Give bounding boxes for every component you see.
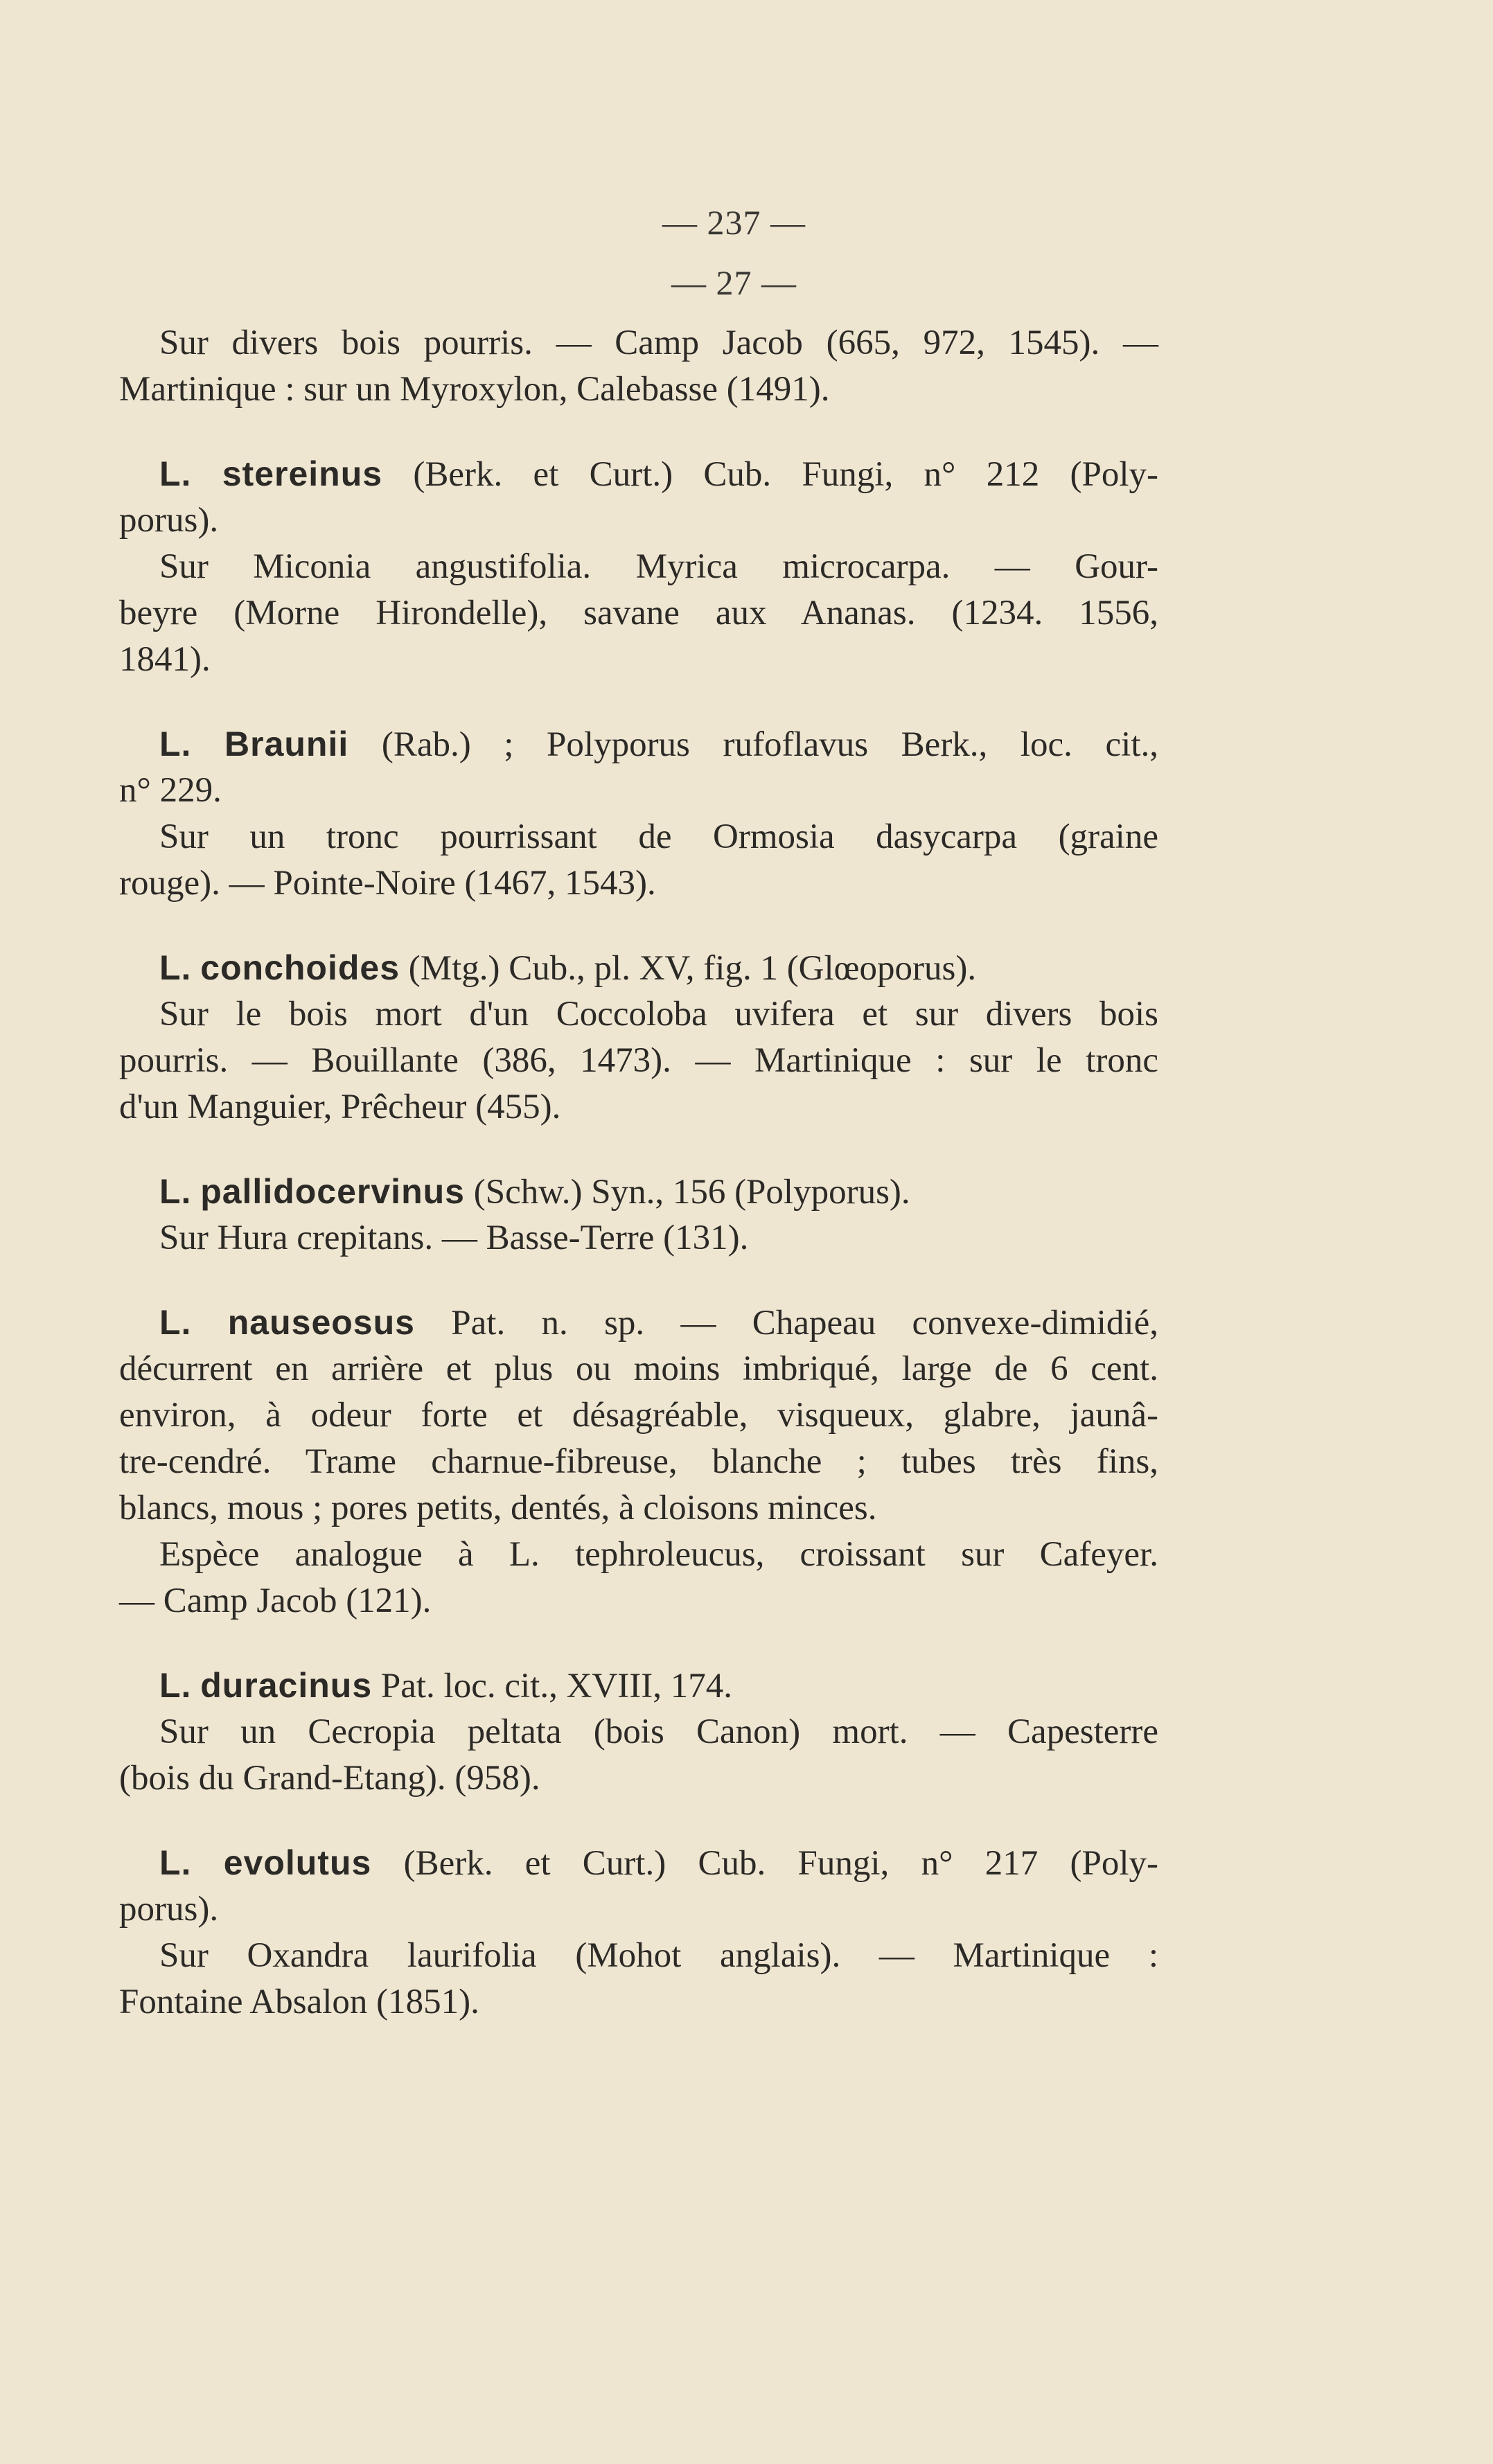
body-text bbox=[119, 320, 1158, 2026]
text-line: (Mtg.) Cub., pl. XV, fig. 1 (Glœoporus). bbox=[408, 949, 977, 988]
text-line: décurrent en arrière et plus ou moins imbriqué, large de 6 cent. bbox=[119, 1349, 1158, 1388]
text-line: environ, à odeur forte et désagréable, visqueux, glabre, jaunâ- bbox=[119, 1396, 1158, 1435]
species-entry-braunii bbox=[119, 721, 1158, 907]
page-number-secondary: — 27 — bbox=[671, 263, 797, 302]
text-line: porus). bbox=[119, 1890, 219, 1929]
text-line: Pat. loc. cit., XVIII, 174. bbox=[380, 1667, 732, 1705]
text-line: Pat. n. sp. — Chapeau convexe-dimidié, bbox=[451, 1304, 1158, 1342]
species-name: conchoides bbox=[200, 948, 400, 987]
species-entry-pallidocervinus bbox=[119, 1169, 1158, 1261]
text-line: Fontaine Absalon (1851). bbox=[119, 1983, 479, 2021]
text-line: tre-cendré. Trame charnue-fibreuse, blanche ; tubes très fins, bbox=[119, 1442, 1158, 1481]
species-name: nauseosus bbox=[227, 1303, 415, 1342]
text-line: Sur un Cecropia peltata (bois Canon) mort. — Capesterre bbox=[159, 1712, 1158, 1751]
text-line: (bois du Grand-Etang). (958). bbox=[119, 1759, 540, 1798]
species-name: pallidocervinus bbox=[200, 1172, 465, 1211]
text-line: porus). bbox=[119, 501, 219, 540]
text-line: n° 229. bbox=[119, 771, 222, 810]
species-entry-evolutus bbox=[119, 1840, 1158, 2026]
text-line: (Schw.) Syn., 156 (Polyporus). bbox=[473, 1173, 910, 1212]
text-line: d'un Manguier, Prêcheur (455). bbox=[119, 1088, 561, 1126]
genus-abbrev: L. bbox=[159, 1303, 192, 1342]
genus-abbrev: L. bbox=[159, 1666, 192, 1705]
species-entry-nauseosus bbox=[119, 1300, 1158, 1624]
text-line: — Camp Jacob (121). bbox=[119, 1581, 432, 1620]
genus-abbrev: L. bbox=[159, 948, 192, 987]
genus-abbrev: L. bbox=[159, 454, 192, 493]
genus-abbrev: L. bbox=[159, 1172, 192, 1211]
species-entry-duracinus bbox=[119, 1663, 1158, 1802]
text-line: Sur Hura crepitans. — Basse-Terre (131). bbox=[159, 1218, 749, 1257]
text-line: beyre (Morne Hirondelle), savane aux Ananas. (1234. 1556, bbox=[119, 594, 1158, 632]
text-line: (Berk. et Curt.) Cub. Fungi, n° 212 (Poly- bbox=[413, 455, 1159, 494]
species-name: duracinus bbox=[200, 1666, 373, 1705]
page-number-primary: — 237 — bbox=[662, 203, 806, 242]
text-line: Martinique : sur un Myroxylon, Calebasse (1491). bbox=[119, 370, 830, 409]
species-name: stereinus bbox=[222, 454, 383, 493]
text-line: blancs, mous ; pores petits, dentés, à cloisons minces. bbox=[119, 1489, 877, 1527]
text-line: rouge). — Pointe-Noire (1467, 1543). bbox=[119, 864, 656, 903]
text-line: Sur Miconia angustifolia. Myrica microcarpa. — Gour- bbox=[159, 547, 1158, 586]
species-entry-stereinus bbox=[119, 451, 1158, 683]
text-line: Espèce analogue à L. tephroleucus, croissant sur Cafeyer. bbox=[159, 1535, 1158, 1574]
text-line: Sur le bois mort d'un Coccoloba uvifera et sur divers bois bbox=[159, 995, 1158, 1034]
text-line: Sur divers bois pourris. — Camp Jacob (665, 972, 1545). — bbox=[159, 323, 1158, 362]
species-entry-conchoides bbox=[119, 945, 1158, 1131]
text-line: (Rab.) ; Polyporus rufoflavus Berk., loc. cit., bbox=[381, 725, 1158, 764]
text-line: 1841). bbox=[119, 640, 211, 679]
species-name: evolutus bbox=[223, 1843, 372, 1882]
text-line: pourris. — Bouillante (386, 1473). — Martinique : sur le tronc bbox=[119, 1041, 1158, 1080]
text-line: Sur un tronc pourrissant de Ormosia dasycarpa (graine bbox=[159, 817, 1158, 856]
text-line: Sur Oxandra laurifolia (Mohot anglais). — Martinique : bbox=[159, 1936, 1158, 1975]
species-name: Braunii bbox=[224, 725, 349, 763]
entry-continuation bbox=[119, 320, 1158, 413]
genus-abbrev: L. bbox=[159, 725, 192, 763]
genus-abbrev: L. bbox=[159, 1843, 192, 1882]
text-line: (Berk. et Curt.) Cub. Fungi, n° 217 (Poly- bbox=[403, 1844, 1159, 1883]
